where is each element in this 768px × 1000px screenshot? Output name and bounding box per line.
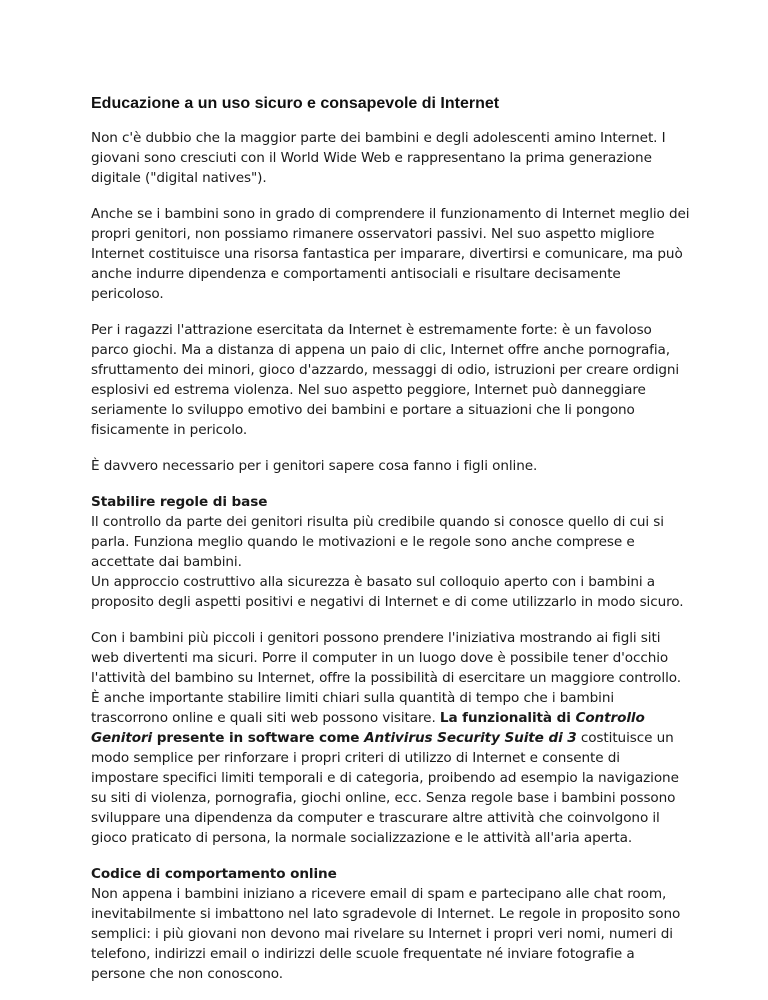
parental-control-bold-lead: La funzionalità di — [439, 710, 576, 726]
parental-control-feature-name: Controllo Genitori — [91, 710, 645, 746]
ground-rules-text-1: Il controllo da parte dei genitori risulta più credibile quando si conosce quello di cui si parla. Funziona meglio quando le motivazioni e le regole sono anche comprese e accettate dai bambini. — [91, 514, 664, 570]
paragraph-parental-control — [91, 628, 691, 848]
ground-rules-text-2: Un approccio costruttivo alla sicurezza è basato sul colloquio aperto con i bambini a proposito degli aspetti positivi e negativi di Internet e di come utilizzarlo in modo sicuro. — [91, 574, 684, 610]
section-ground-rules — [91, 492, 691, 612]
parental-control-bold-mid: presente in software come — [152, 730, 365, 746]
section-online-conduct — [91, 864, 691, 984]
document-title: Educazione a un uso sicuro e consapevole di Internet — [91, 95, 500, 112]
parental-control-product-name: Antivirus Security Suite di 3 — [364, 730, 577, 746]
document-page — [91, 94, 691, 1000]
paragraph-parents: Anche se i bambini sono in grado di comprendere il funzionamento di Internet meglio dei propri genitori, non possiamo rimanere osservatori passivi. Nel suo aspetto migliore Internet costituisce una risorsa fantastica per imparare, divertirsi e comunicare, ma può anche indurre dipendenza e comportamenti antisociali e risultare decisamente pericoloso. — [91, 206, 690, 302]
paragraph-intro: Non c'è dubbio che la maggior parte dei bambini e degli adolescenti amino Internet. I giovani sono cresciuti con il World Wide Web e rappresentano la prima generazione digitale ("digital natives"). — [91, 130, 666, 186]
section-heading-online-conduct: Codice di comportamento online — [91, 866, 337, 882]
parental-control-intro: Con i bambini più piccoli i genitori possono prendere l'iniziativa mostrando ai figli siti web divertenti ma sicuri. Porre il computer in un luogo dove è possibile tener d'occhio l'attività del bambino su Internet, offre la possibilità di esercitare un maggiore controllo. È anche importante stabilire limiti chiari sulla quantità di tempo che i bambini trascorrono online e quali siti web possono visitare. — [91, 630, 681, 726]
paragraph-attraction: Per i ragazzi l'attrazione esercitata da Internet è estremamente forte: è un favoloso parco giochi. Ma a distanza di appena un paio di clic, Internet offre anche pornografia, sfruttamento dei minori, gioco d'azzardo, messaggi di odio, istruzioni per creare ordigni esplosivi ed estrema violenza. Nel suo aspetto peggiore, Internet può danneggiare seriamente lo sviluppo emotivo dei bambini e portare a situazioni che li pongono fisicamente in pericolo. — [91, 322, 680, 438]
paragraph-necessity: È davvero necessario per i genitori sapere cosa fanno i figli online. — [91, 458, 538, 474]
parental-control-outro: costituisce un modo semplice per rinforzare i propri criteri di utilizzo di Internet e consente di impostare specifici limiti temporali e di categoria, proibendo ad esempio la navigazione su siti di violenza, pornografia, giochi online, ecc. Senza regole base i bambini possono sviluppare una dipendenza da computer e trascurare altre attività che coinvolgono il gioco praticato di persona, la normale socializzazione e le attività all'aria aperta. — [91, 730, 679, 846]
section-heading-ground-rules: Stabilire regole di base — [91, 494, 268, 510]
online-conduct-text: Non appena i bambini iniziano a ricevere email di spam e partecipano alle chat room, inevitabilmente si imbattono nel lato sgradevole di Internet. Le regole in proposito sono semplici: i più giovani non devono mai rivelare su Internet i propri veri nomi, numeri di telefono, indirizzi email o indirizzi delle scuole frequentate né inviare fotografie a persone che non conoscono. — [91, 886, 681, 982]
